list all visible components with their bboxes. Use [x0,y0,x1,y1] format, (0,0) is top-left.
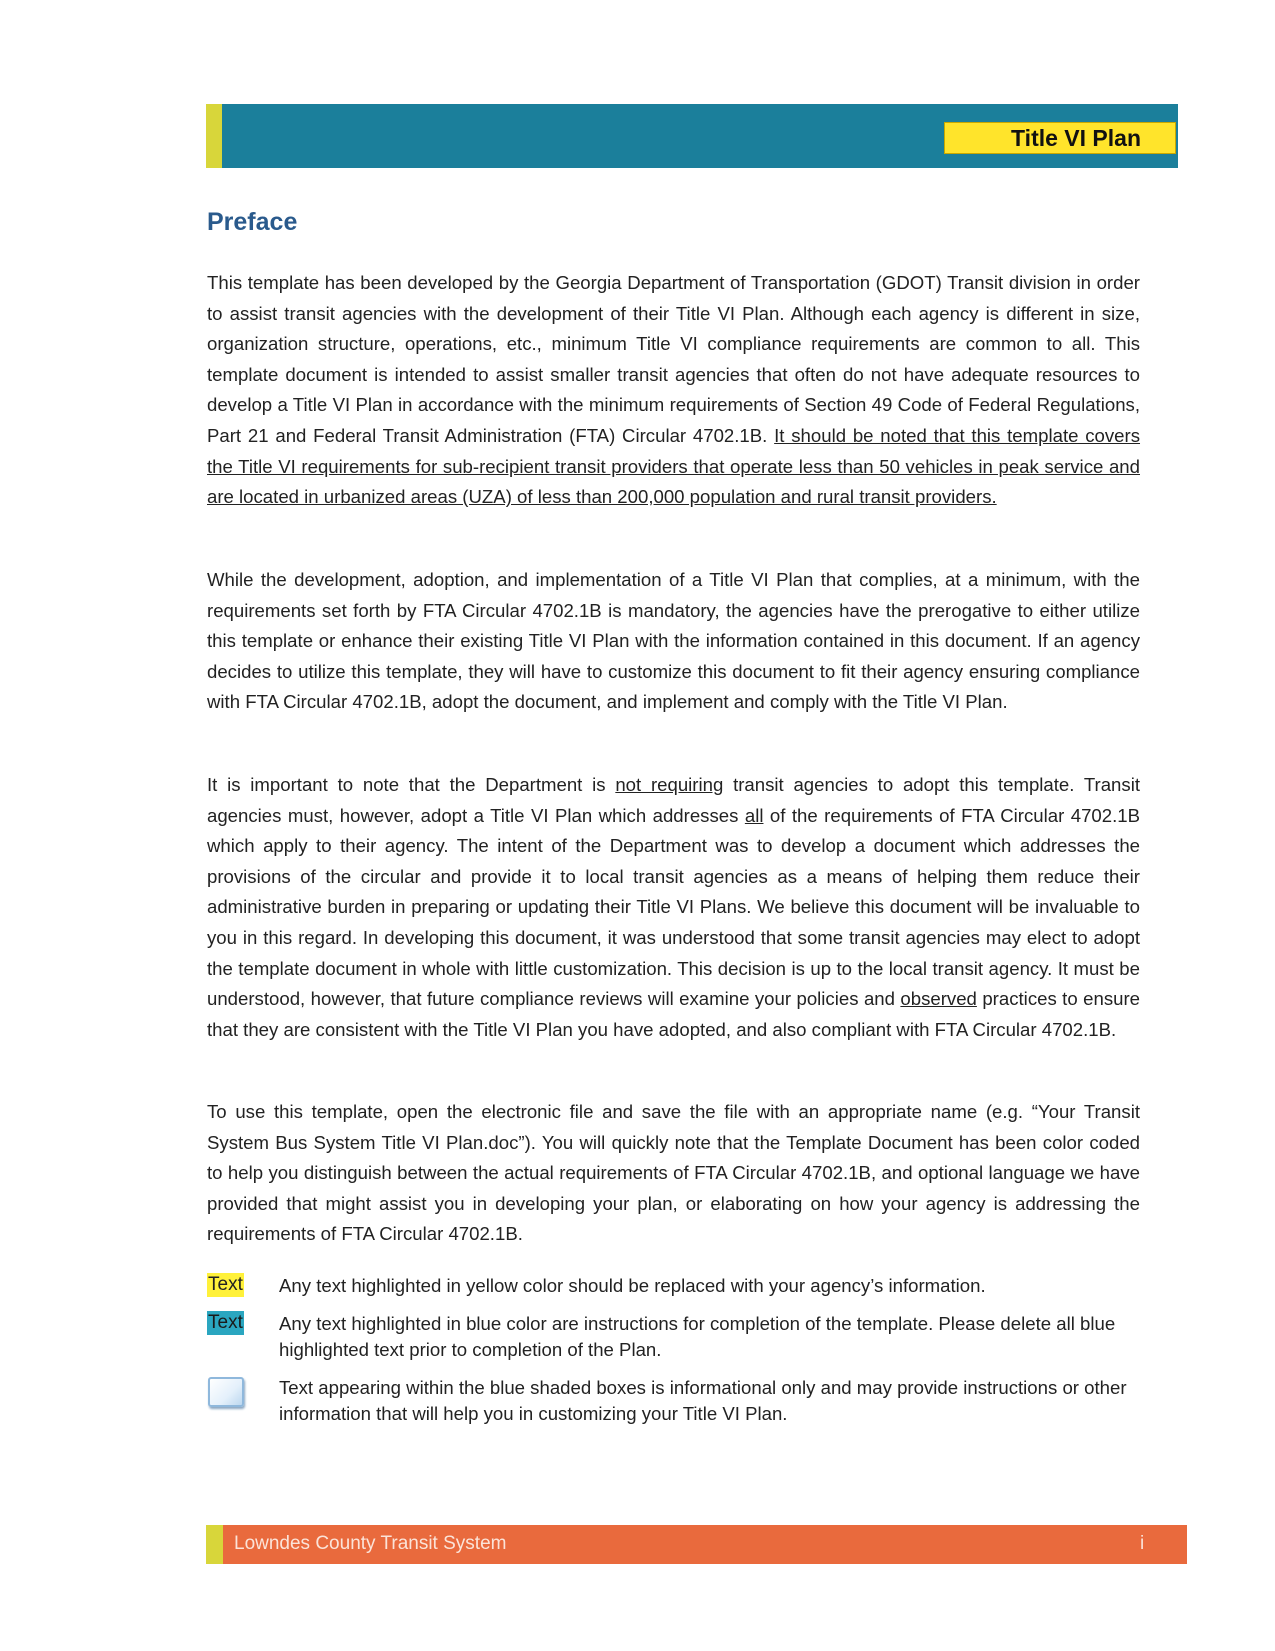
footer-page-number: i [1140,1533,1145,1554]
paragraph-intro-text: This template has been developed by the Georgia Department of Transportation (GDOT) Transit division in order to assist transit agencies with the development of their Title VI Plan. Although each agency is different in size, organization structure, operations, etc., minimum Title VI compliance requirements are common to all. This template document is intended to assist smaller transit agencies that often do not have adequate resources to develop a Title VI Plan in accordance with the minimum requirements of Section 49 Code of Federal Regulations, Part 21 and Federal Transit Administration (FTA) Circular 4702.1B. [207,272,1140,446]
legend-blue-sample: Text [208,1312,243,1333]
note-text-e: of the requirements of FTA Circular 4702.1B which apply to their agency. The intent of the Department was to develop a document which addresses the provisions of the circular and provide it to local transit agencies as a means of helping them reduce their administrative burden in preparing or updating their Title VI Plans. We believe this document will be invaluable to you in this regard. In developing this document, it was understood that some transit agencies may elect to adopt the template document in whole with little customization. This decision is up to the local transit agency. It must be understood, however, that future compliance reviews will examine your policies and [207,804,1141,1010]
note-underlined-observed: observed [900,988,977,1010]
paragraph-important-note [207,770,1140,1045]
legend-box-description: Text appearing within the blue shaded boxes is informational only and may provide instructions or other information that will help you in customizing your Title VI Plan. [279,1377,1127,1424]
legend-yellow-sample: Text [208,1274,243,1295]
note-text-c: transit agencies to adopt this template. Transit agencies must, however, adopt a Title VI Plan which addresses [207,774,1140,826]
paragraph-mandatory: While the development, adoption, and implementation of a Title VI Plan that complies, at a minimum, with the requirements set forth by FTA Circular 4702.1B is mandatory, the agencies have the prerogative to either utilize this template or enhance their existing Title VI Plan with the information contained in this document. If an agency decides to utilize this template, they will have to customize this document to fit their agency ensuring compliance with FTA Circular 4702.1B, adopt the document, and implement and comply with the Title VI Plan. [207,569,1140,713]
header-accent-bar [206,104,222,168]
note-text-a: It is important to note that the Department is [207,774,616,795]
paragraph-intro [207,268,1140,513]
scope-note-underlined: It should be noted that this template covers the Title VI requirements for sub-recipient transit providers that operate less than 50 vehicles in peak service and are located in urbanized areas (UZA) of less than 200,000 population and rural transit providers. [207,424,1141,508]
footer-organization: Lowndes County Transit System [234,1533,507,1554]
legend-yellow-description: Any text highlighted in yellow color should be replaced with your agency’s information. [279,1275,986,1296]
note-text-g: practices to ensure that they are consistent with the Title VI Plan you have adopted, and also compliant with FTA Circular 4702.1B. [207,988,1140,1040]
paragraph-usage: To use this template, open the electronic file and save the file with an appropriate name (e.g. “Your Transit System Bus System Title VI Plan.doc”). You will quickly note that the Template Document has been color coded to help you distinguish between the actual requirements of FTA Circular 4702.1B, and optional language we have provided that might assist you in developing your plan, or elaborating on how your agency is addressing the requirements of FTA Circular 4702.1B. [207,1101,1140,1245]
blue-shaded-box-icon [208,1377,244,1407]
header-title: Title VI Plan [944,122,1176,154]
legend-blue-description: Any text highlighted in blue color are instructions for completion of the template. Please delete all blue highlighted text prior to completion of the Plan. [279,1313,1116,1360]
note-underlined-all: all [744,804,764,826]
note-underlined-not-requiring: not requiring [615,774,724,795]
footer-accent-bar [206,1525,223,1564]
page-title: Preface [207,208,298,236]
